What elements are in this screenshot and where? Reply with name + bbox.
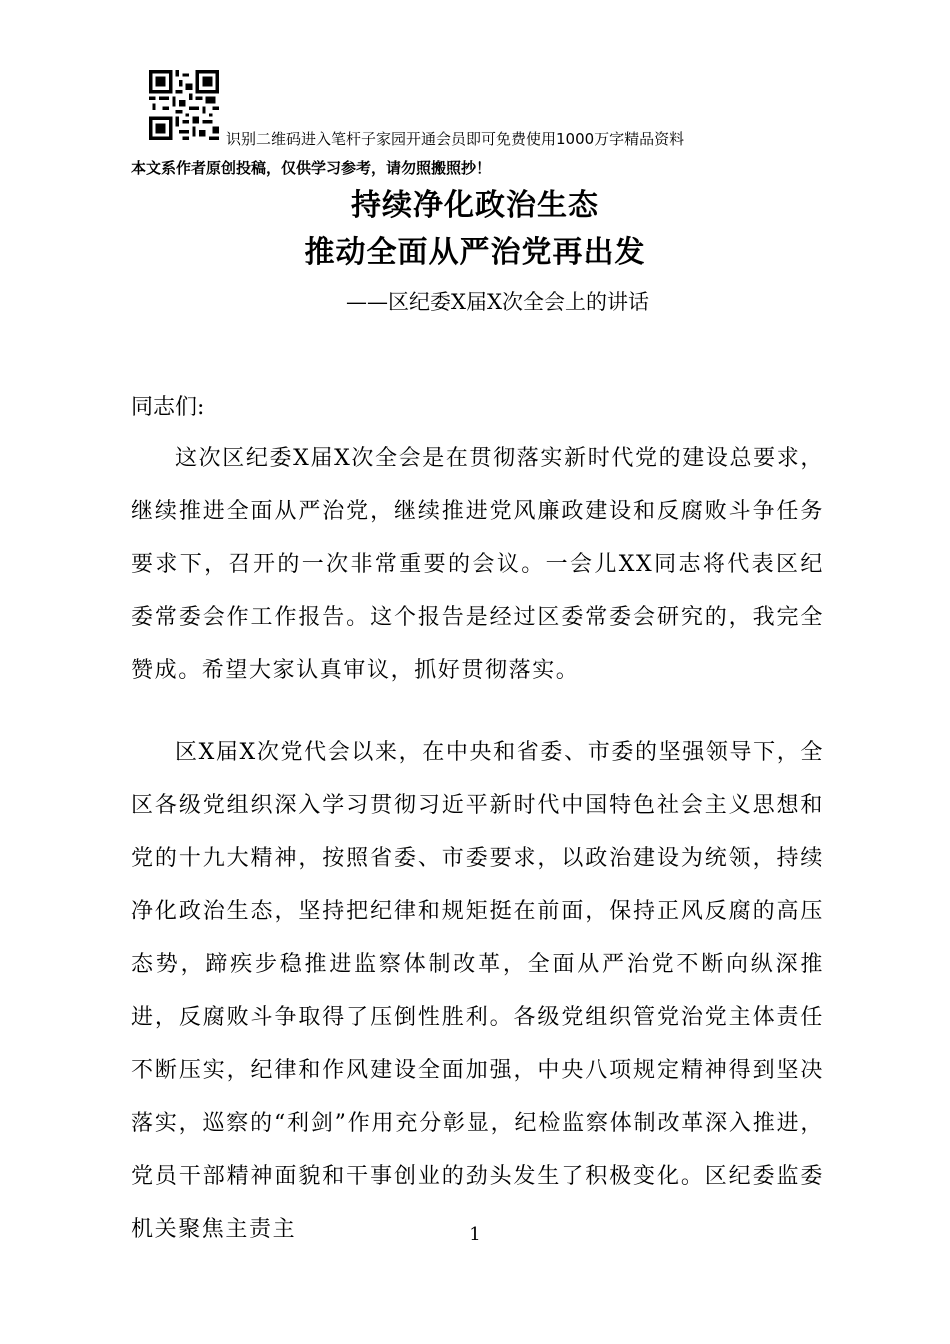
document-title-line-2: 推动全面从严治党再出发	[304, 235, 646, 270]
body-paragraph: 这次区纪委X届X次全会是在贯彻落实新时代党的建设总要求，继续推进全面从严治党，继续推进党风廉政建设和反腐败斗争任务要求下，召开的一次非常重要的会议。一会儿XX同志将代表区纪委常委会作工作报告。这个报告是经过区委常委会研究的，我完全赞成。希望大家认真审议，抓好贯彻落实。	[131, 446, 824, 683]
copyright-notice: 本文系作者原创投稿，仅供学习参考，请勿照搬照抄！	[131, 159, 492, 177]
document-subtitle: ——区纪委X届X次全会上的讲话	[346, 290, 649, 314]
salutation: 同志们:	[131, 395, 205, 420]
page-number: 1	[469, 1224, 481, 1245]
qr-code-icon	[147, 70, 221, 140]
promo-text: 识别二维码进入笔杆子家园开通会员即可免费使用1000万字精品资料	[226, 130, 685, 148]
body-paragraph: 区X届X次党代会以来，在中央和省委、市委的坚强领导下，全区各级党组织深入学习贯彻习近平新时代中国特色社会主义思想和党的十九大精神，按照省委、市委要求，以政治建设为统领，持续净化政治生态，坚持把纪律和规矩挺在前面，保持正风反腐的高压态势，蹄疾步稳推进监察体制改革，全面从严治党不断向纵深推进，反腐败斗争取得了压倒性胜利。各级党组织管党治党主体责任不断压实，纪律和作风建设全面加强，中央八项规定精神得到坚决落实，巡察的“利剑”作用充分彰显，纪检监察体制改革深入推进，党员干部精神面貌和干事创业的劲头发生了积极变化。区纪委监委机关聚焦主责主	[131, 740, 824, 1242]
document-title-line-1: 持续净化政治生态	[351, 188, 599, 223]
